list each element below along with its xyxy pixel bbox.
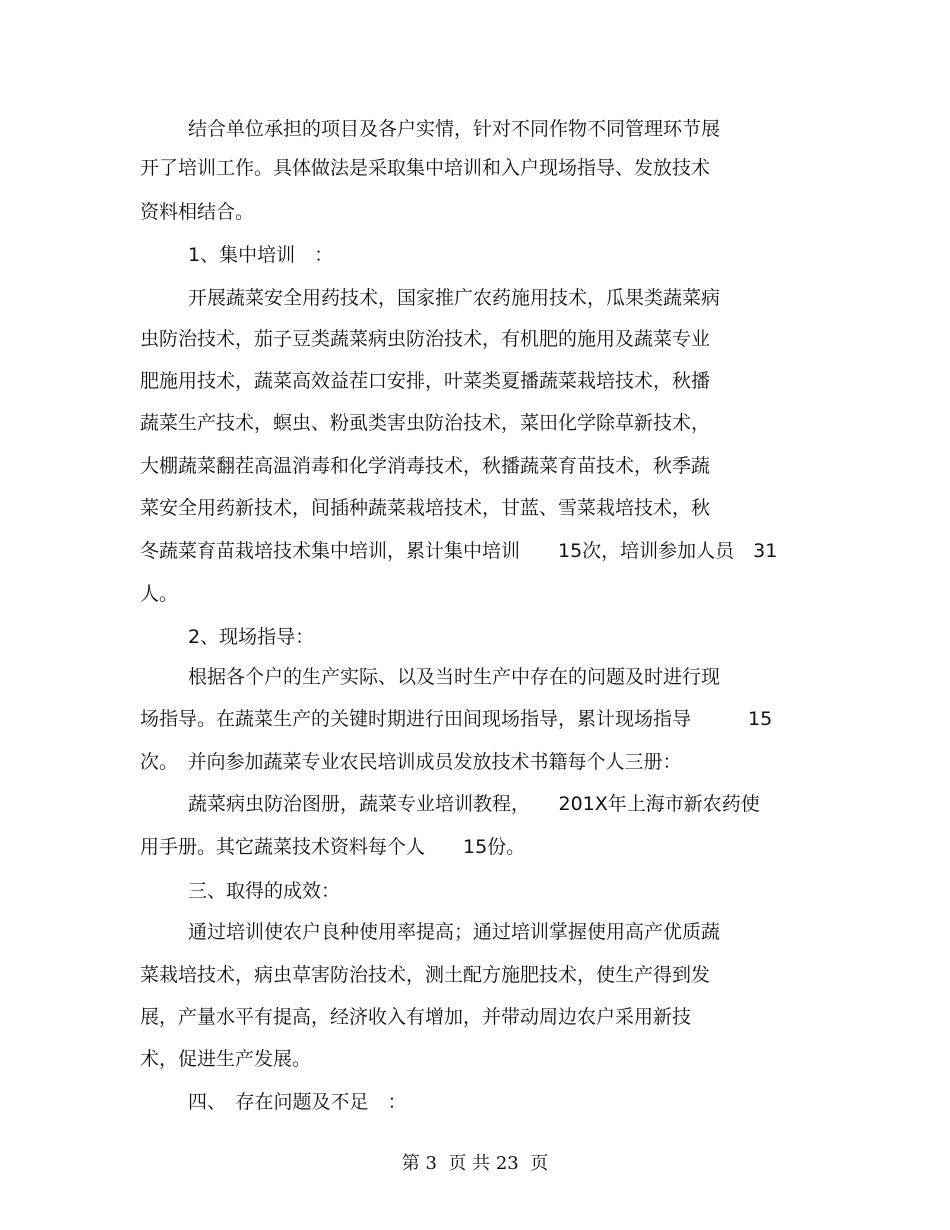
paragraph-line: 冬蔬菜育苗栽培技术集中培训，累计集中培训 15次，培训参加人员 31 [140, 540, 778, 562]
paragraph-line: 蔬菜病虫防治图册，蔬菜专业培训教程， 201X年上海市新农药使 [188, 793, 760, 815]
paragraph-line: 场指导。在蔬菜生产的关键时期进行田间现场指导，累计现场指导 15 [140, 708, 773, 730]
paragraph-line: 展，产量水平有提高，经济收入有增加，并带动周边农户采用新技 [140, 1006, 692, 1028]
paragraph-line: 人。 [140, 583, 179, 605]
paragraph-line: 虫防治技术，茄子豆类蔬菜病虫防治技术，有机肥的施用及蔬菜专业 [140, 328, 711, 350]
section-heading: 2、现场指导： [188, 626, 315, 648]
paragraph-line: 蔬菜生产技术，螟虫、粉虱类害虫防治技术，菜田化学除草新技术， [140, 412, 711, 434]
page-footer: 第 3 页 共 23 页 [401, 1153, 549, 1174]
paragraph-line: 菜安全用药新技术，间插种蔬菜栽培技术，甘蓝、雪菜栽培技术，秋 [140, 497, 711, 519]
paragraph-line: 菜栽培技术，病虫草害防治技术，测土配方施肥技术，使生产得到发 [140, 964, 711, 986]
paragraph-line: 通过培训使农户良种使用率提高；通过培训掌握使用高产优质蔬 [188, 921, 721, 943]
paragraph-line: 开了培训工作。具体做法是采取集中培训和入户现场指导、发放技术 [140, 157, 711, 179]
paragraph-line: 根据各个户的生产实际、以及当时生产中存在的问题及时进行现 [188, 666, 721, 688]
paragraph-line: 次。 并向参加蔬菜专业农民培训成员发放技术书籍每个人三册： [140, 751, 682, 773]
section-heading: 三、取得的成效： [188, 880, 341, 902]
paragraph-line: 开展蔬菜安全用药技术，国家推广农药施用技术，瓜果类蔬菜病 [188, 287, 721, 309]
section-heading: 1、集中培训 ： [188, 244, 334, 266]
paragraph-line: 大棚蔬菜翻茬高温消毒和化学消毒技术，秋播蔬菜育苗技术，秋季蔬 [140, 455, 711, 477]
paragraph-line: 资料相结合。 [140, 201, 255, 223]
section-heading: 四、 存在问题及不足 ： [188, 1091, 407, 1113]
paragraph-line: 肥施用技术，蔬菜高效益茬口安排，叶菜类夏播蔬菜栽培技术，秋播 [140, 370, 711, 392]
paragraph-line: 用手册。其它蔬菜技术资料每个人 15份。 [140, 836, 526, 858]
paragraph-line: 术，促进生产发展。 [140, 1048, 312, 1070]
paragraph-line: 结合单位承担的项目及各户实情，针对不同作物不同管理环节展 [188, 118, 721, 140]
